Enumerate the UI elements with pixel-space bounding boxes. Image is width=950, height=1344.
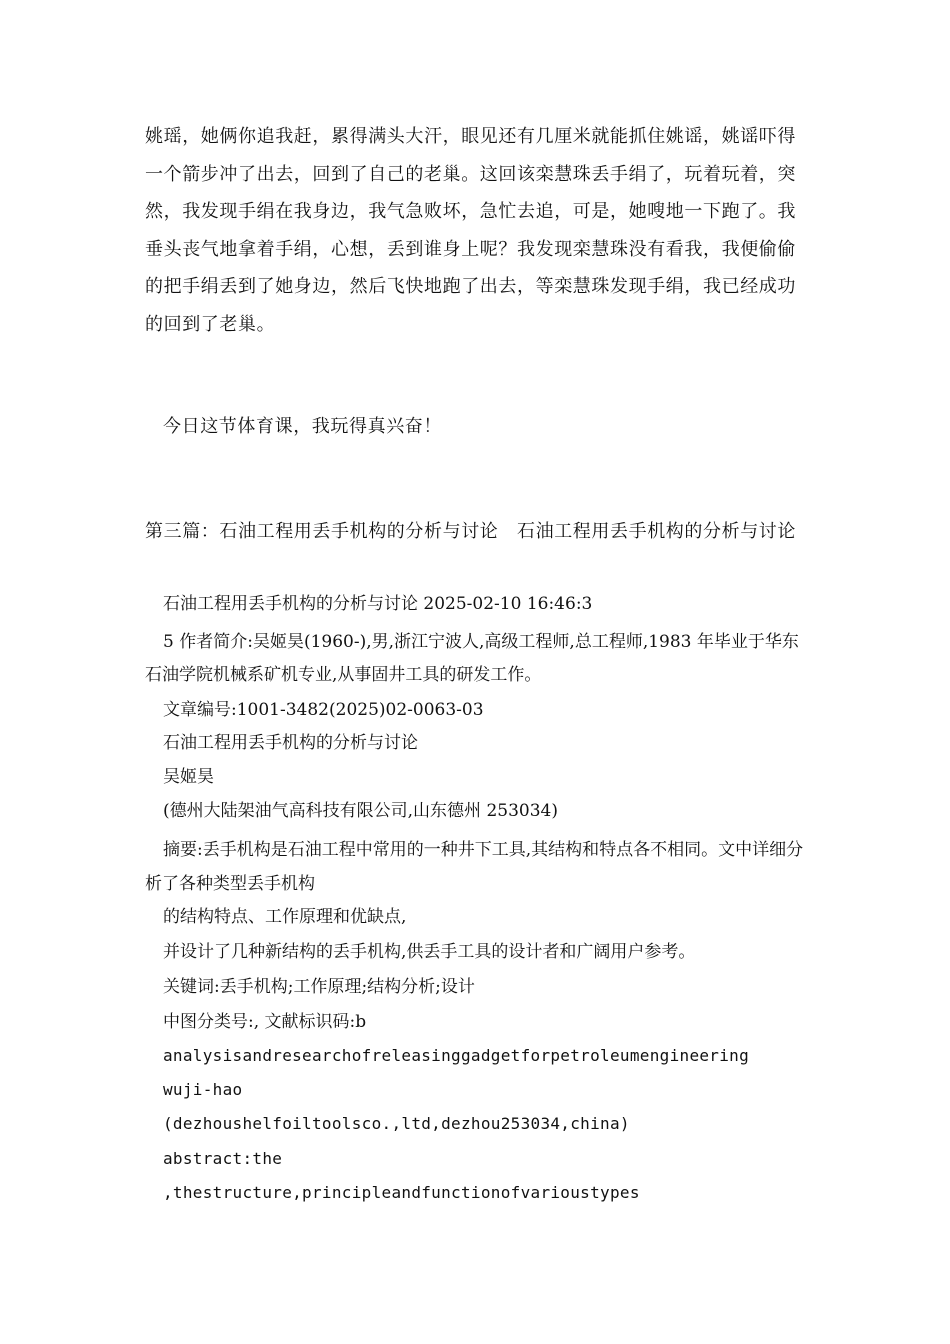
article-title-line: 石油工程用丢手机构的分析与讨论 2025-02-10 16:46:3 bbox=[163, 594, 593, 614]
story-closing-line: 今日这节体育课，我玩得真兴奋！ bbox=[163, 416, 442, 437]
article-title: 石油工程用丢手机构的分析与讨论 bbox=[163, 733, 418, 753]
author-affiliation: (德州大陆架油气高科技有限公司,山东德州 253034) bbox=[163, 801, 558, 821]
english-abstract-label: abstract:the bbox=[163, 1149, 283, 1168]
abstract-cn-continued-1: 的结构特点、工作原理和优缺点, bbox=[163, 907, 407, 927]
article-number: 文章编号:1001-3482(2025)02-0063-03 bbox=[163, 700, 484, 720]
abstract-cn: 摘要:丢手机构是石油工程中常用的一种井下工具,其结构和特点各不相同。文中详细分析了各种类型丢手机构 bbox=[145, 840, 804, 894]
story-paragraph: 姚瑶，她俩你追我赶，累得满头大汗，眼见还有几厘米就能抓住姚谣，姚谣吓得一个箭步冲了出去，回到了自己的老巢。这回该栾慧珠丢手绢了，玩着玩着，突然，我发现手绢在我身边，我气急败坏，急忙去追，可是，她嗖地一下跑了。我垂头丧气地拿着手绢，心想，丢到谁身上呢？我发现栾慧珠没有看我，我便偷偷的把手绢丢到了她身边，然后飞快地跑了出去，等栾慧珠发现手绢，我已经成功的回到了老巢。 bbox=[145, 126, 796, 335]
article-heading: 第三篇：石油工程用丢手机构的分析与讨论 石油工程用丢手机构的分析与讨论 bbox=[145, 521, 796, 542]
author-name: 吴姬昊 bbox=[163, 767, 214, 787]
keywords: 关键词:丢手机构;工作原理;结构分析;设计 bbox=[163, 977, 475, 997]
english-author: wuji-hao bbox=[163, 1080, 243, 1099]
classification-codes: 中图分类号:, 文献标识码:b bbox=[163, 1012, 367, 1032]
english-affiliation: (dezhoushelfoiltoolsco.,ltd,dezhou253034,china) bbox=[163, 1114, 630, 1133]
abstract-cn-continued-2: 并设计了几种新结构的丢手机构,供丢手工具的设计者和广阔用户参考。 bbox=[163, 942, 696, 962]
english-title: analysisandresearchofreleasinggadgetforpetroleumengineering bbox=[163, 1046, 750, 1065]
author-bio: 5 作者简介:吴姬昊(1960-),男,浙江宁波人,高级工程师,总工程师,1983 年毕业于华东石油学院机械系矿机专业,从事固井工具的研发工作。 bbox=[145, 632, 799, 685]
english-abstract-text: ,thestructure,principleandfunctionofvarioustypes bbox=[163, 1183, 640, 1202]
